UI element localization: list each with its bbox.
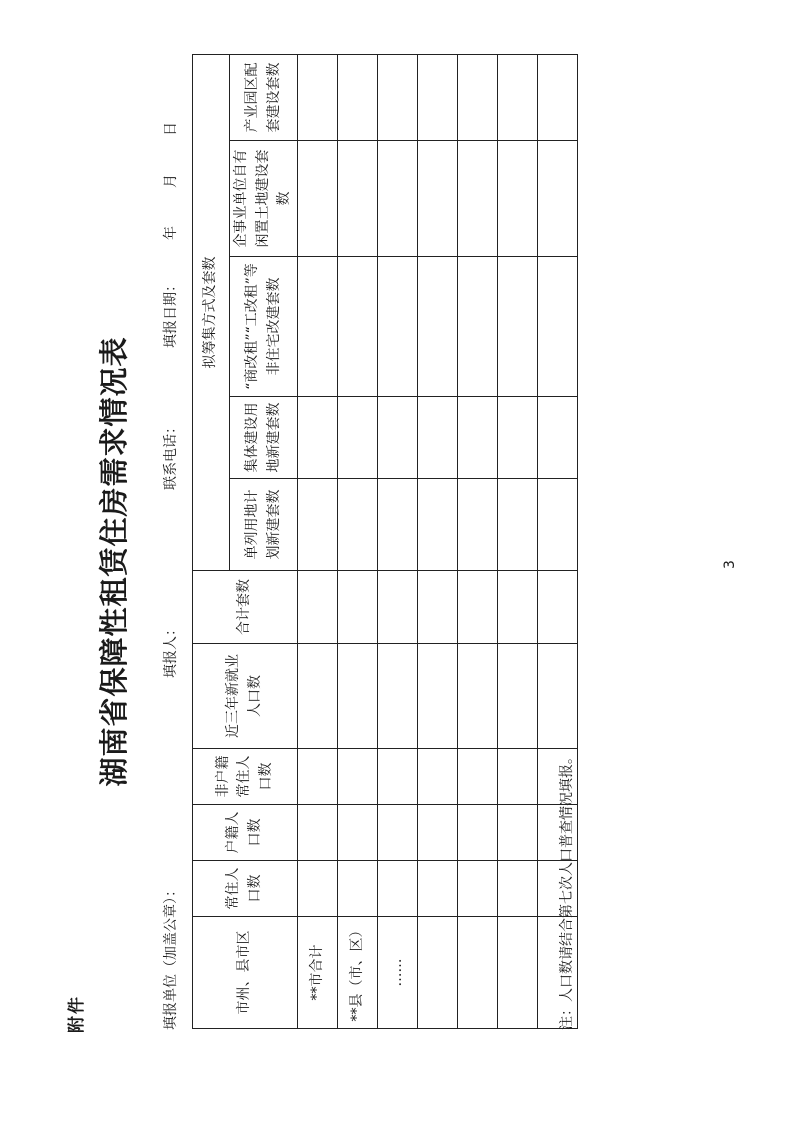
table-cell[interactable] <box>498 749 538 805</box>
table-cell[interactable] <box>298 749 338 805</box>
row-label: …… <box>378 917 418 1029</box>
table-row <box>298 55 338 1029</box>
table-cell[interactable] <box>378 749 418 805</box>
table-cell[interactable] <box>538 257 578 397</box>
header-method-group: 拟筹集方式及套数 <box>193 55 230 571</box>
table-cell[interactable] <box>538 55 578 141</box>
page-number: 3 <box>722 560 738 569</box>
table-cell[interactable] <box>418 571 458 644</box>
table-cell[interactable] <box>378 257 418 397</box>
table-row <box>378 55 418 1029</box>
header-collective-land-units: 集体建设用地新建套数 <box>230 397 298 479</box>
table-row <box>338 55 378 1029</box>
fill-date <box>160 122 180 348</box>
table-cell[interactable] <box>338 861 378 917</box>
table-cell[interactable] <box>498 141 538 257</box>
table-cell[interactable] <box>498 257 538 397</box>
table-cell[interactable] <box>378 805 418 861</box>
table-cell[interactable] <box>458 141 498 257</box>
table-cell[interactable] <box>458 644 498 749</box>
table-cell[interactable] <box>298 644 338 749</box>
table-cell[interactable] <box>378 479 418 571</box>
table-cell[interactable] <box>418 397 458 479</box>
day-label: 日 <box>163 122 179 136</box>
table-cell[interactable] <box>338 479 378 571</box>
table-cell[interactable] <box>418 749 458 805</box>
header-row-top <box>193 55 230 1029</box>
header-registered-population: 户籍人口数 <box>193 805 298 861</box>
table-cell[interactable] <box>418 141 458 257</box>
table-cell[interactable] <box>418 861 458 917</box>
header-enterprise-land-units: 企事业单位自有闲置土地建设套数 <box>230 141 298 257</box>
table-cell[interactable] <box>538 479 578 571</box>
row-label: **县（市、区） <box>338 917 378 1029</box>
table-cell[interactable] <box>458 805 498 861</box>
header-non-registered-population: 非户籍常住人口数 <box>193 749 298 805</box>
filling-unit-label: 填报单位（加盖公章）： <box>163 883 179 1030</box>
table-cell[interactable] <box>338 141 378 257</box>
filler-label: 填报人： <box>163 622 179 678</box>
table-cell[interactable] <box>378 571 418 644</box>
table-cell[interactable] <box>378 55 418 141</box>
table-cell[interactable] <box>538 571 578 644</box>
table-cell[interactable] <box>338 257 378 397</box>
table-cell[interactable] <box>378 644 418 749</box>
table-cell[interactable] <box>298 55 338 141</box>
table-row <box>458 55 498 1029</box>
header-region: 市州、县市区 <box>193 917 298 1029</box>
header-conversion-units: “商改租”“工改租”等非住宅改建套数 <box>230 257 298 397</box>
table-cell[interactable] <box>338 55 378 141</box>
table-cell[interactable] <box>338 749 378 805</box>
row-label <box>418 917 458 1029</box>
fill-date-label: 填报日期： <box>163 278 179 348</box>
row-label <box>458 917 498 1029</box>
demand-table-wrapper <box>192 54 578 1029</box>
table-cell[interactable] <box>458 861 498 917</box>
phone-label: 联系电话： <box>163 420 179 490</box>
month-label: 月 <box>163 174 179 188</box>
table-cell[interactable] <box>498 861 538 917</box>
footnote: 注：人口数请结合第七次人口普查情况填报。 <box>559 750 575 1030</box>
header-industrial-park-units: 产业园区配套建设套数 <box>230 55 298 141</box>
table-cell[interactable] <box>418 479 458 571</box>
table-cell[interactable] <box>498 55 538 141</box>
table-cell[interactable] <box>498 644 538 749</box>
table-row <box>418 55 458 1029</box>
table-cell[interactable] <box>538 644 578 749</box>
header-total-units: 合计套数 <box>193 571 298 644</box>
table-cell[interactable] <box>298 861 338 917</box>
year-label: 年 <box>163 226 179 240</box>
table-cell[interactable] <box>298 479 338 571</box>
table-cell[interactable] <box>378 397 418 479</box>
table-cell[interactable] <box>418 257 458 397</box>
table-cell[interactable] <box>338 805 378 861</box>
header-new-employment-population: 近三年新就业人口数 <box>193 644 298 749</box>
table-cell[interactable] <box>298 805 338 861</box>
table-cell[interactable] <box>458 257 498 397</box>
annex-label: 附件 <box>67 995 87 1033</box>
table-cell[interactable] <box>418 644 458 749</box>
header-resident-population: 常住人口数 <box>193 861 298 917</box>
table-cell[interactable] <box>458 749 498 805</box>
row-label <box>498 917 538 1029</box>
header-land-plan-units: 单列用地计划新建套数 <box>230 479 298 571</box>
table-cell[interactable] <box>418 55 458 141</box>
table-cell[interactable] <box>298 397 338 479</box>
table-cell[interactable] <box>538 141 578 257</box>
table-cell[interactable] <box>298 141 338 257</box>
table-row <box>498 55 538 1029</box>
table-cell[interactable] <box>498 571 538 644</box>
table-cell[interactable] <box>338 644 378 749</box>
table-cell[interactable] <box>458 397 498 479</box>
document-title: 湖南省保障性租赁住房需求情况表 <box>97 336 131 787</box>
table-cell[interactable] <box>298 257 338 397</box>
table-cell[interactable] <box>418 805 458 861</box>
table-cell[interactable] <box>498 805 538 861</box>
table-cell[interactable] <box>298 571 338 644</box>
table-cell[interactable] <box>378 861 418 917</box>
table-cell[interactable] <box>338 571 378 644</box>
table-cell[interactable] <box>458 571 498 644</box>
table-cell[interactable] <box>498 479 538 571</box>
row-label: **市合计 <box>298 917 338 1029</box>
demand-table <box>192 54 578 1029</box>
table-cell[interactable] <box>538 397 578 479</box>
table-cell[interactable] <box>498 397 538 479</box>
table-cell[interactable] <box>458 55 498 141</box>
table-cell[interactable] <box>458 479 498 571</box>
table-cell[interactable] <box>378 141 418 257</box>
table-cell[interactable] <box>338 397 378 479</box>
